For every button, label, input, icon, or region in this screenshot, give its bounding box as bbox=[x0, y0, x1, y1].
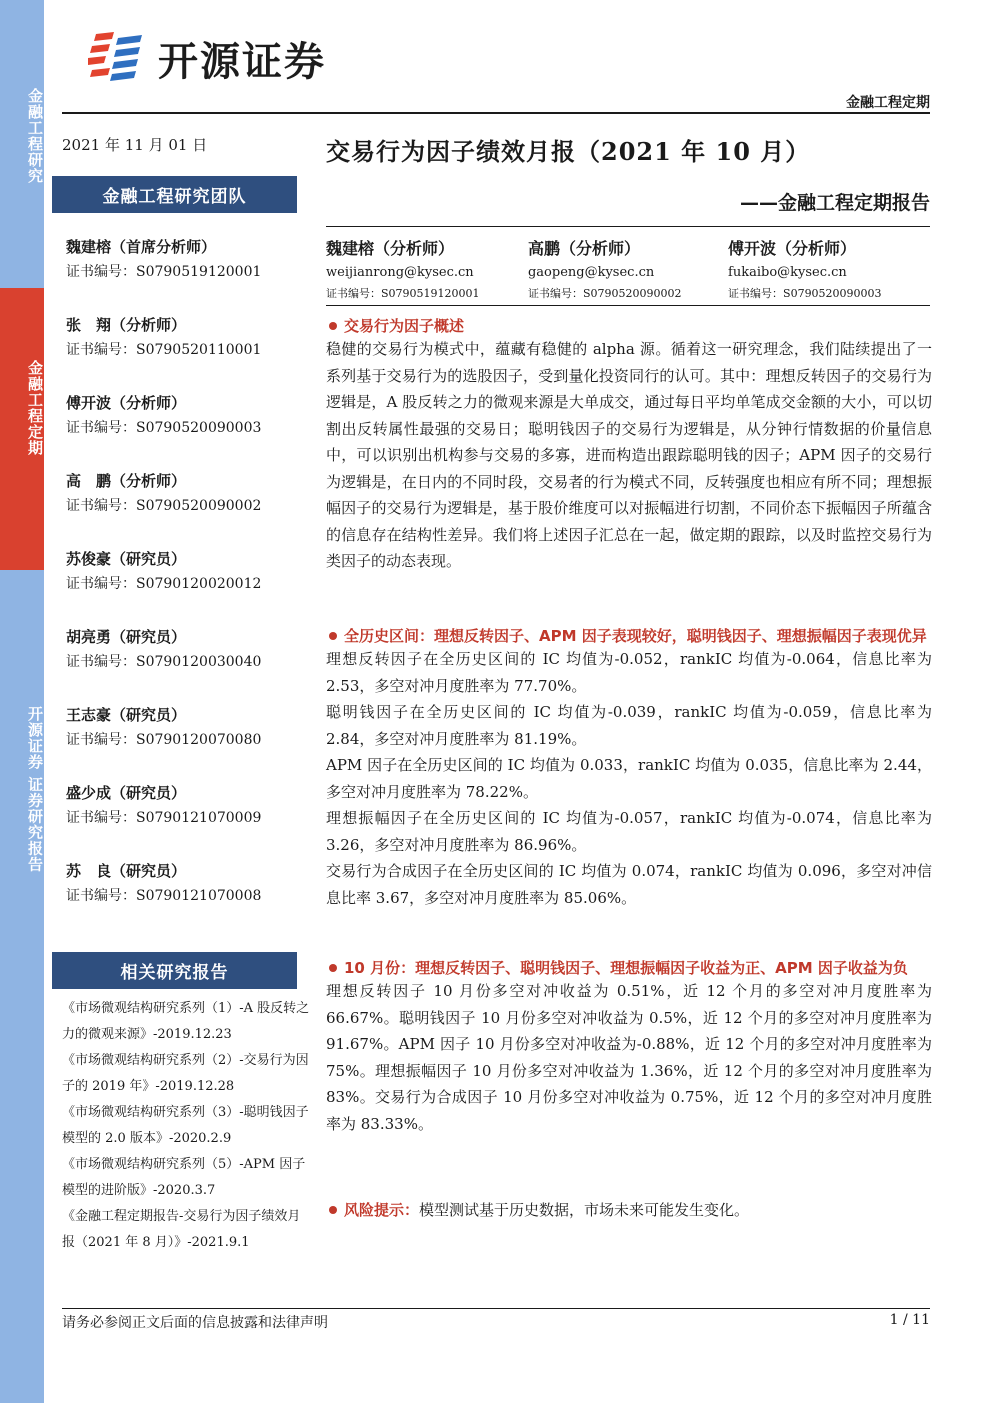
team-member bbox=[66, 858, 306, 936]
overview-heading: 交易行为因子概述 bbox=[326, 316, 932, 336]
member-cert: 证书编号：S0790121070008 bbox=[66, 888, 262, 904]
author-card bbox=[728, 236, 930, 304]
related-report-link[interactable]: 《金融工程定期报告-交易行为因子绩效月报（2021 年 8 月）》-2021.9.1 bbox=[62, 1209, 301, 1250]
author-cert: 证书编号：S0790519120001 bbox=[326, 287, 480, 300]
company-logo bbox=[88, 30, 326, 86]
history-line: 交易行为合成因子在全历史区间的 IC 均值为 0.074，rankIC 均值为 0.096，多空对冲信息比率 3.67，多空对冲月度胜率为 85.06%。 bbox=[326, 862, 932, 907]
member-name: 魏建榕（首席分析师） bbox=[66, 238, 217, 256]
author-email[interactable]: gaopeng@kysec.cn bbox=[527, 265, 655, 280]
member-cert: 证书编号：S0790120020012 bbox=[66, 576, 262, 592]
overview-section bbox=[326, 316, 932, 575]
page-number: 1 / 11 bbox=[889, 1312, 930, 1328]
report-subtitle: ——金融工程定期报告 bbox=[739, 192, 930, 214]
history-section bbox=[326, 626, 932, 911]
company-name: 开源证券 bbox=[158, 38, 326, 85]
title-divider bbox=[326, 226, 930, 227]
member-name: 王志豪（研究员） bbox=[66, 706, 187, 724]
related-reports-list bbox=[62, 996, 310, 1256]
member-name: 苏 良（研究员） bbox=[66, 862, 187, 880]
author-name: 傅开波（分析师） bbox=[728, 239, 857, 258]
author-email[interactable]: fukaibo@kysec.cn bbox=[728, 265, 847, 280]
member-name: 傅开波（分析师） bbox=[66, 394, 187, 412]
member-name: 盛少成（研究员） bbox=[66, 784, 187, 802]
team-member bbox=[66, 312, 306, 390]
related-report-link[interactable]: 《市场微观结构研究系列（1）-A 股反转之力的微观来源》-2019.12.23 bbox=[62, 1001, 310, 1042]
footer-disclaimer: 请务必参阅正文后面的信息披露和法律声明 bbox=[62, 1315, 328, 1331]
member-cert: 证书编号：S0790520090002 bbox=[66, 498, 262, 514]
october-body: 理想反转因子 10 月份多空对冲收益为 0.51%，近 12 个月的多空对冲月度胜率为 66.67%。聪明钱因子 10 月份多空对冲收益为 0.5%，近 12 个月的多空对冲月度胜率为 91.67%。APM 因子 10 月份多空对冲收益为-0.88%，近 12 个月的多空对冲月度胜率为 75%。理想振幅因子 10 月份多空对冲收益为 1.36%，近 12 个月的多空对冲月度胜率为 83%。交易行为合成因子 10 月份多空对冲收益为 0.75%，近 12 个月的多空对冲月度胜率为 83.33%。 bbox=[326, 982, 932, 1133]
authors-divider bbox=[326, 305, 930, 306]
side-label-bottom: 开源证券 证券研究报告 bbox=[26, 706, 44, 873]
author-name: 高鹏（分析师） bbox=[527, 239, 640, 258]
side-label-top: 金融工程研究 bbox=[26, 88, 44, 184]
team-heading: 金融工程研究团队 bbox=[52, 176, 297, 213]
risk-section bbox=[326, 1200, 932, 1220]
member-name: 高 鹏（分析师） bbox=[66, 472, 187, 490]
author-email[interactable]: weijianrong@kysec.cn bbox=[326, 265, 474, 280]
history-line: 理想振幅因子在全历史区间的 IC 均值为-0.057，rankIC 均值为-0.074，信息比率为 3.26，多空对冲月度胜率为 86.96%。 bbox=[326, 809, 932, 854]
october-section bbox=[326, 958, 932, 1137]
team-member bbox=[66, 234, 306, 312]
related-report-link[interactable]: 《市场微观结构研究系列（5）-APM 因子模型的进阶版》-2020.3.7 bbox=[62, 1157, 306, 1198]
risk-body: 模型测试基于历史数据，市场未来可能发生变化。 bbox=[419, 1201, 750, 1219]
side-band bbox=[0, 0, 44, 1403]
history-line: 聪明钱因子在全历史区间的 IC 均值为-0.039，rankIC 均值为-0.059，信息比率为 2.84，多空对冲月度胜率为 81.19%。 bbox=[326, 703, 932, 748]
risk-heading bbox=[326, 1200, 932, 1220]
author-cert: 证书编号：S0790520090002 bbox=[527, 287, 682, 300]
footer-divider bbox=[62, 1308, 930, 1309]
member-name: 张 翔（分析师） bbox=[66, 316, 187, 334]
logo-mark-icon bbox=[88, 30, 146, 86]
report-date: 2021 年 11 月 01 日 bbox=[62, 136, 208, 154]
october-heading: 10 月份：理想反转因子、聪明钱因子、理想振幅因子收益为正、APM 因子收益为负 bbox=[326, 958, 932, 978]
report-type-tag: 金融工程定期 bbox=[846, 95, 930, 111]
team-member bbox=[66, 546, 306, 624]
author-card bbox=[326, 236, 528, 304]
history-line: 理想反转因子在全历史区间的 IC 均值为-0.052，rankIC 均值为-0.064，信息比率为 2.53，多空对冲月度胜率为 77.70%。 bbox=[326, 650, 932, 695]
member-cert: 证书编号：S0790120070080 bbox=[66, 732, 262, 748]
risk-label: 风险提示： bbox=[344, 1201, 420, 1219]
member-name: 胡亮勇（研究员） bbox=[66, 628, 187, 646]
member-name: 苏俊豪（研究员） bbox=[66, 550, 187, 568]
related-report-link[interactable]: 《市场微观结构研究系列（3）-聪明钱因子模型的 2.0 版本》-2020.2.9 bbox=[62, 1105, 309, 1146]
member-cert: 证书编号：S0790520110001 bbox=[66, 342, 262, 358]
member-cert: 证书编号：S0790520090003 bbox=[66, 420, 262, 436]
member-cert: 证书编号：S0790519120001 bbox=[66, 264, 262, 280]
author-name: 魏建榕（分析师） bbox=[326, 239, 455, 258]
related-report-link[interactable]: 《市场微观结构研究系列（2）-交易行为因子的 2019 年》-2019.12.28 bbox=[62, 1053, 309, 1094]
team-member bbox=[66, 624, 306, 702]
team-member bbox=[66, 780, 306, 858]
author-card bbox=[528, 236, 728, 304]
header-divider bbox=[62, 112, 930, 114]
history-line: APM 因子在全历史区间的 IC 均值为 0.033，rankIC 均值为 0.035，信息比率为 2.44，多空对冲月度胜率为 78.22%。 bbox=[326, 756, 932, 801]
history-heading: 全历史区间：理想反转因子、APM 因子表现较好，聪明钱因子、理想振幅因子表现优异 bbox=[326, 626, 932, 646]
team-list bbox=[66, 234, 306, 936]
report-title: 交易行为因子绩效月报（2021 年 10 月） bbox=[326, 137, 811, 166]
team-member bbox=[66, 702, 306, 780]
author-cert: 证书编号：S0790520090003 bbox=[728, 287, 882, 300]
side-label-mid: 金融工程定期 bbox=[26, 360, 44, 456]
member-cert: 证书编号：S0790120030040 bbox=[66, 654, 262, 670]
related-heading: 相关研究报告 bbox=[52, 952, 297, 989]
team-member bbox=[66, 468, 306, 546]
overview-body: 稳健的交易行为模式中，蕴藏有稳健的 alpha 源。循着这一研究理念，我们陆续提出了一系列基于交易行为的选股因子，受到量化投资同行的认可。其中：理想反转因子的交易行为逻辑是，A 股反转之力的微观来源是大单成交，通过每日平均单笔成交金额的大小，可以切割出反转属性最强的交易日；聪明钱因子的交易行为逻辑是，从分钟行情数据的价量信息中，可以识别出机构参与交易的多寡，进而构造出跟踪聪明钱的因子；APM 因子的交易行为逻辑是，在日内的不同时段，交易者的行为模式不同，反转强度也相应有所不同；理想振幅因子的交易行为逻辑是，基于股价维度可以对振幅进行切割，不同价态下振幅因子所蕴含的信息存在结构性差异。我们将上述因子汇总在一起，做定期的跟踪，以及时监控交易行为类因子的动态表现。 bbox=[326, 340, 932, 570]
team-member bbox=[66, 390, 306, 468]
authors-row bbox=[326, 236, 930, 304]
member-cert: 证书编号：S0790121070009 bbox=[66, 810, 262, 826]
